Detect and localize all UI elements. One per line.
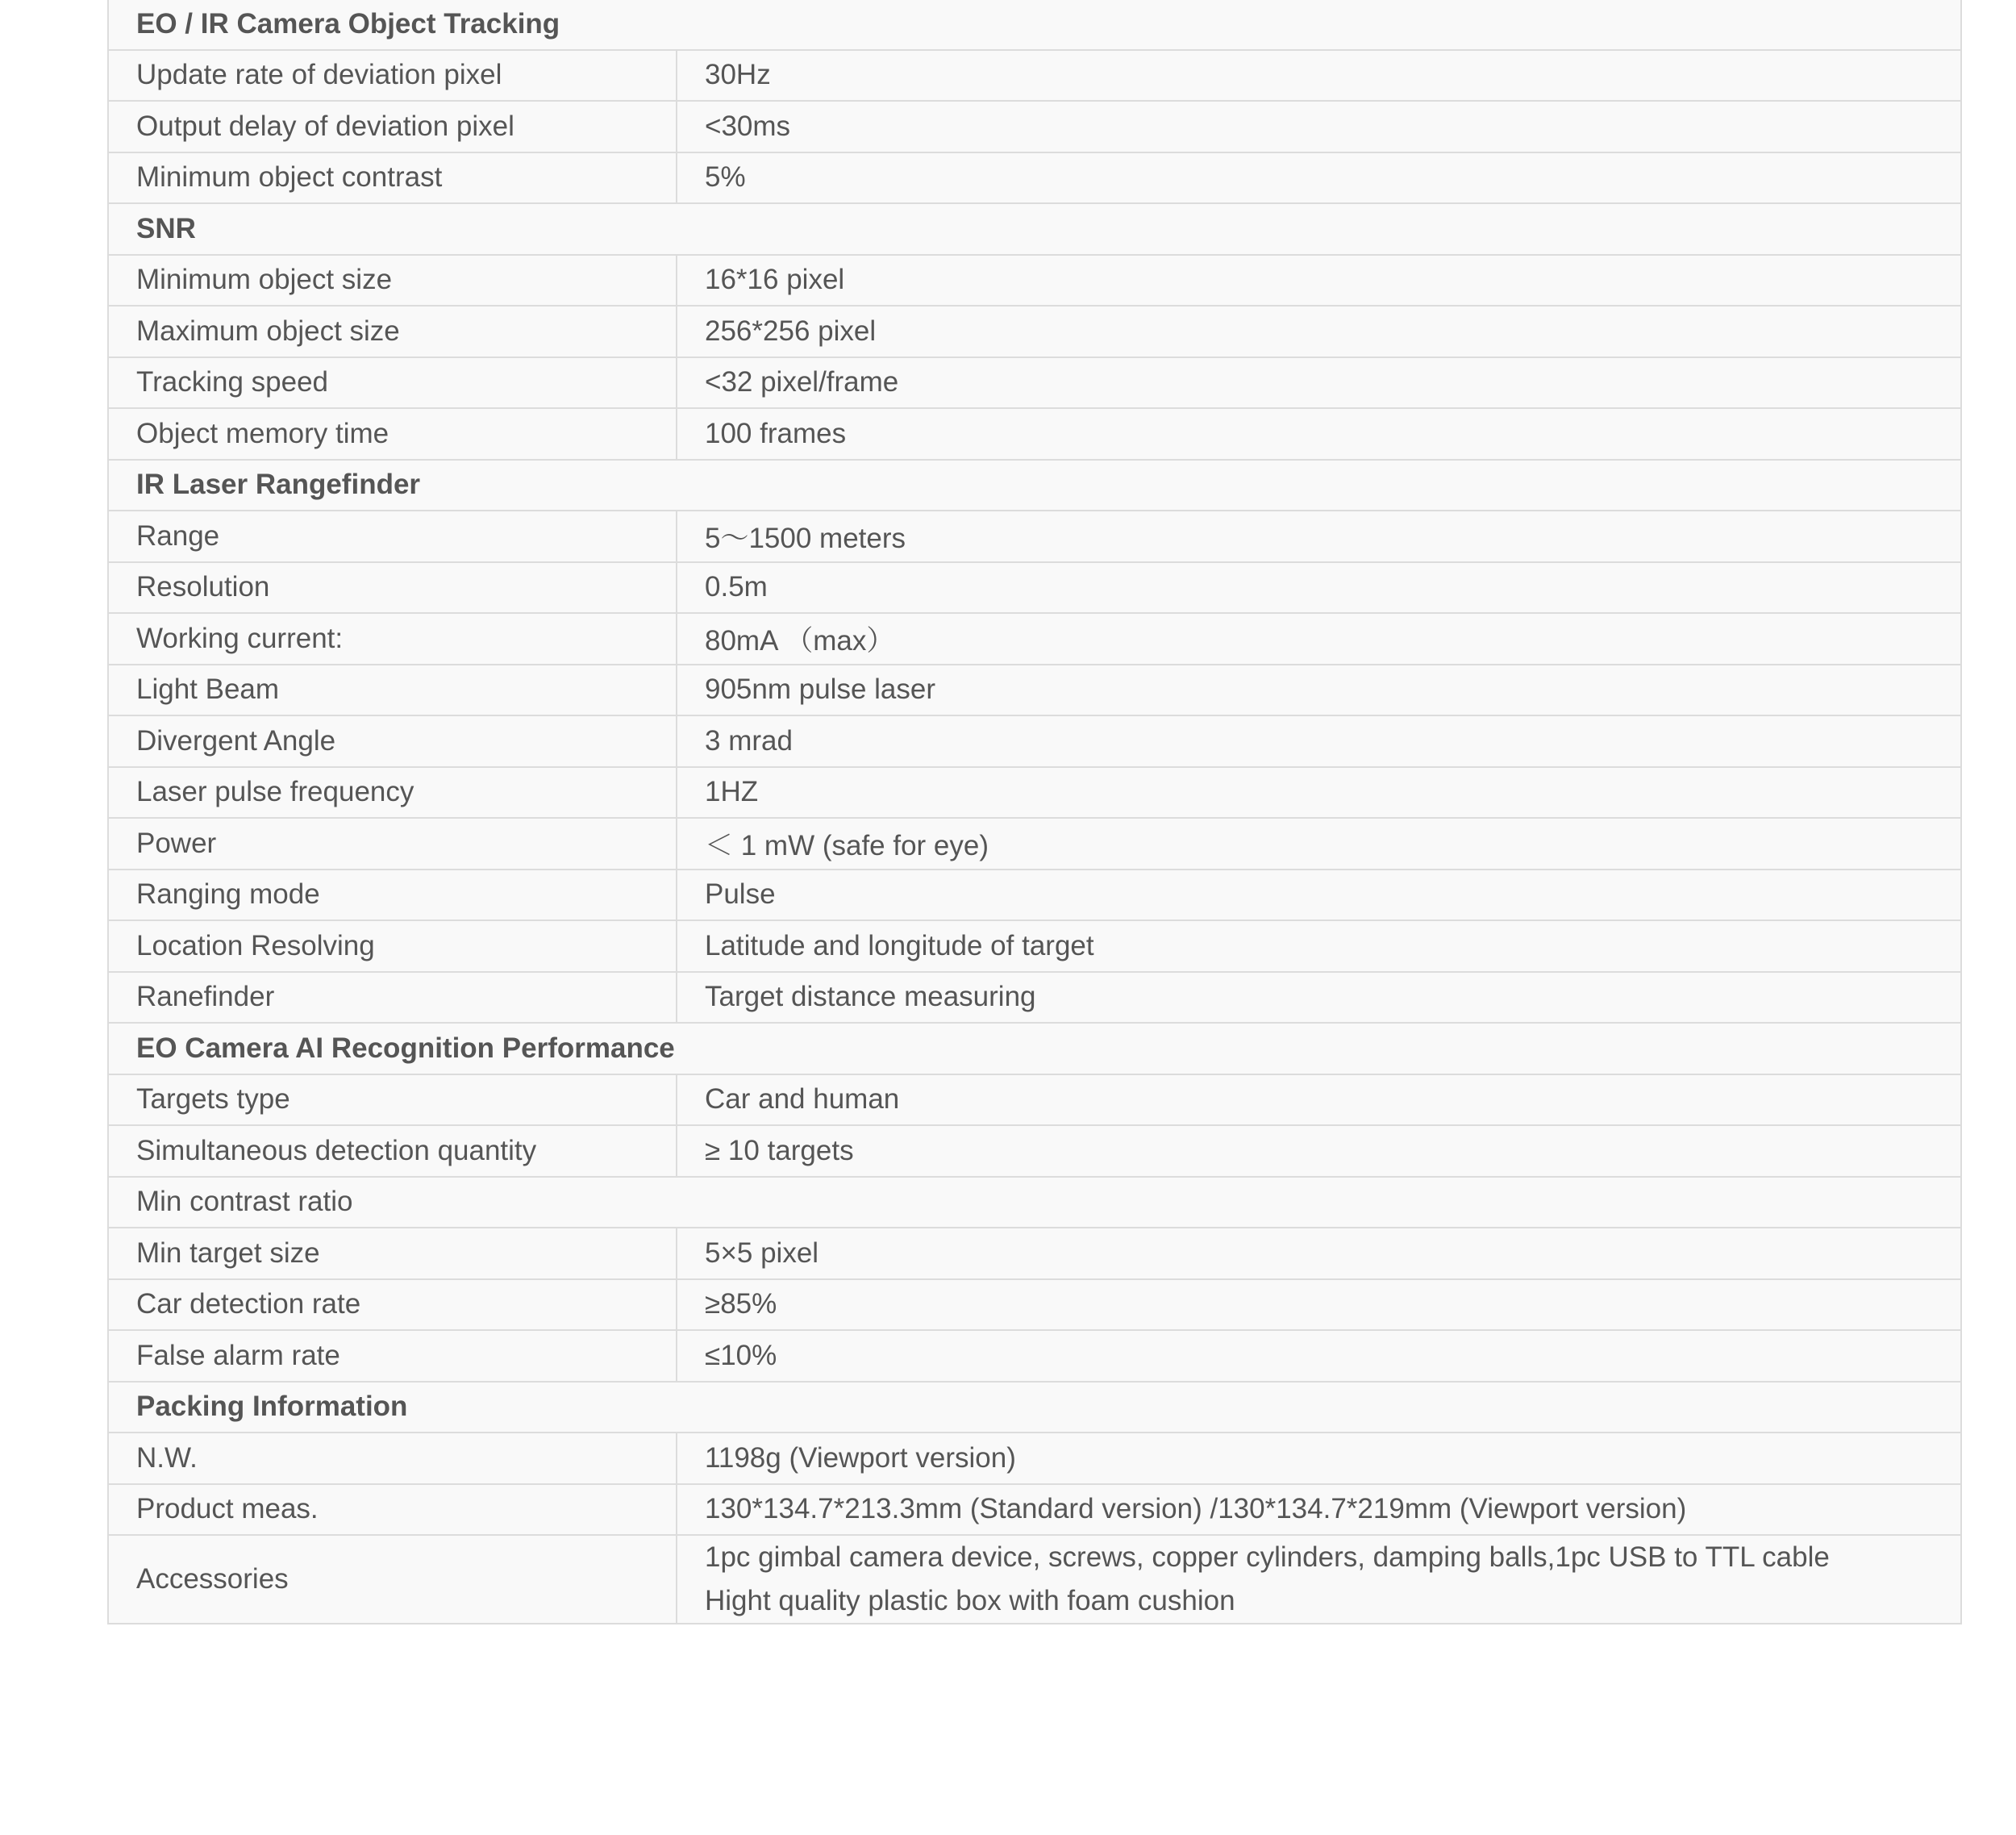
spec-value: 1HZ (677, 767, 1961, 819)
table-row (108, 511, 1961, 562)
spec-label: Power (108, 818, 677, 870)
table-row (108, 767, 1961, 819)
spec-value: 905nm pulse laser (677, 665, 1961, 716)
section-title: SNR (108, 203, 1961, 255)
spec-label: N.W. (108, 1433, 677, 1484)
spec-value: 256*256 pixel (677, 306, 1961, 357)
section-header-rangefinder (108, 460, 1961, 511)
spec-value: 1198g (Viewport version) (677, 1433, 1961, 1484)
table-row (108, 562, 1961, 614)
spec-value: 5% (677, 152, 1961, 204)
table-row (108, 50, 1961, 102)
table-row (108, 1125, 1961, 1177)
spec-value: Pulse (677, 870, 1961, 921)
spec-label: Ranefinder (108, 972, 677, 1024)
spec-label: Update rate of deviation pixel (108, 50, 677, 102)
spec-label: Simultaneous detection quantity (108, 1125, 677, 1177)
section-title: Packing Information (108, 1382, 1961, 1433)
section-header-packing (108, 1382, 1961, 1433)
spec-label: Location Resolving (108, 920, 677, 972)
spec-label: Light Beam (108, 665, 677, 716)
section-header-snr (108, 203, 1961, 255)
table-row (108, 408, 1961, 460)
table-row (108, 1177, 1961, 1228)
table-row (108, 1228, 1961, 1279)
table-row (108, 715, 1961, 767)
spec-label: Tracking speed (108, 357, 677, 409)
spec-label: Product meas. (108, 1484, 677, 1536)
section-title: IR Laser Rangefinder (108, 460, 1961, 511)
table-row (108, 613, 1961, 665)
table-row (108, 1330, 1961, 1382)
table-row (108, 152, 1961, 204)
spec-value: Latitude and longitude of target (677, 920, 1961, 972)
spec-value: 30Hz (677, 50, 1961, 102)
table-row (108, 972, 1961, 1024)
table-row (108, 1535, 1961, 1624)
spec-value: ≤10% (677, 1330, 1961, 1382)
table-row (108, 665, 1961, 716)
spec-label: Minimum object size (108, 255, 677, 307)
section-header-tracking (108, 0, 1961, 50)
spec-label: Ranging mode (108, 870, 677, 921)
spec-value: 80mA （max） (677, 613, 1961, 665)
spec-value: ＜ 1 mW (safe for eye) (677, 818, 1961, 870)
spec-label: Working current: (108, 613, 677, 665)
spec-label: Maximum object size (108, 306, 677, 357)
section-header-ai-recognition (108, 1023, 1961, 1074)
spec-table (107, 0, 1962, 1624)
spec-label: Resolution (108, 562, 677, 614)
spec-label: Laser pulse frequency (108, 767, 677, 819)
spec-value: 0.5m (677, 562, 1961, 614)
spec-value: 130*134.7*213.3mm (Standard version) /130*134.7*219mm (Viewport version) (677, 1484, 1961, 1536)
spec-value: 16*16 pixel (677, 255, 1961, 307)
spec-value: 5×5 pixel (677, 1228, 1961, 1279)
spec-label: Min target size (108, 1228, 677, 1279)
table-row (108, 255, 1961, 307)
table-row (108, 306, 1961, 357)
spec-value: 5～1500 meters (677, 511, 1961, 562)
table-row (108, 1279, 1961, 1331)
spec-value: <30ms (677, 101, 1961, 152)
spec-label: Minimum object contrast (108, 152, 677, 204)
spec-label: False alarm rate (108, 1330, 677, 1382)
spec-label: Object memory time (108, 408, 677, 460)
table-row (108, 1433, 1961, 1484)
spec-label: Accessories (108, 1535, 677, 1624)
spec-label: Divergent Angle (108, 715, 677, 767)
table-row (108, 1484, 1961, 1536)
table-row (108, 920, 1961, 972)
spec-label: Min contrast ratio (108, 1177, 1961, 1228)
spec-value-line: Hight quality plastic box with foam cushion (705, 1585, 1235, 1616)
spec-value: ≥85% (677, 1279, 1961, 1331)
spec-value: Car and human (677, 1074, 1961, 1126)
table-row (108, 101, 1961, 152)
spec-label: Targets type (108, 1074, 677, 1126)
section-title: EO / IR Camera Object Tracking (108, 0, 1961, 50)
section-title: EO Camera AI Recognition Performance (108, 1023, 1961, 1074)
spec-label: Range (108, 511, 677, 562)
table-row (108, 870, 1961, 921)
table-row (108, 818, 1961, 870)
spec-value (677, 1535, 1961, 1624)
spec-value-line: 1pc gimbal camera device, screws, copper cylinders, damping balls,1pc USB to TTL cable (705, 1541, 1830, 1573)
spec-value: 100 frames (677, 408, 1961, 460)
spec-value: ≥ 10 targets (677, 1125, 1961, 1177)
spec-label: Output delay of deviation pixel (108, 101, 677, 152)
spec-label: Car detection rate (108, 1279, 677, 1331)
spec-value: Target distance measuring (677, 972, 1961, 1024)
spec-value: <32 pixel/frame (677, 357, 1961, 409)
table-row (108, 357, 1961, 409)
table-row (108, 1074, 1961, 1126)
spec-value: 3 mrad (677, 715, 1961, 767)
